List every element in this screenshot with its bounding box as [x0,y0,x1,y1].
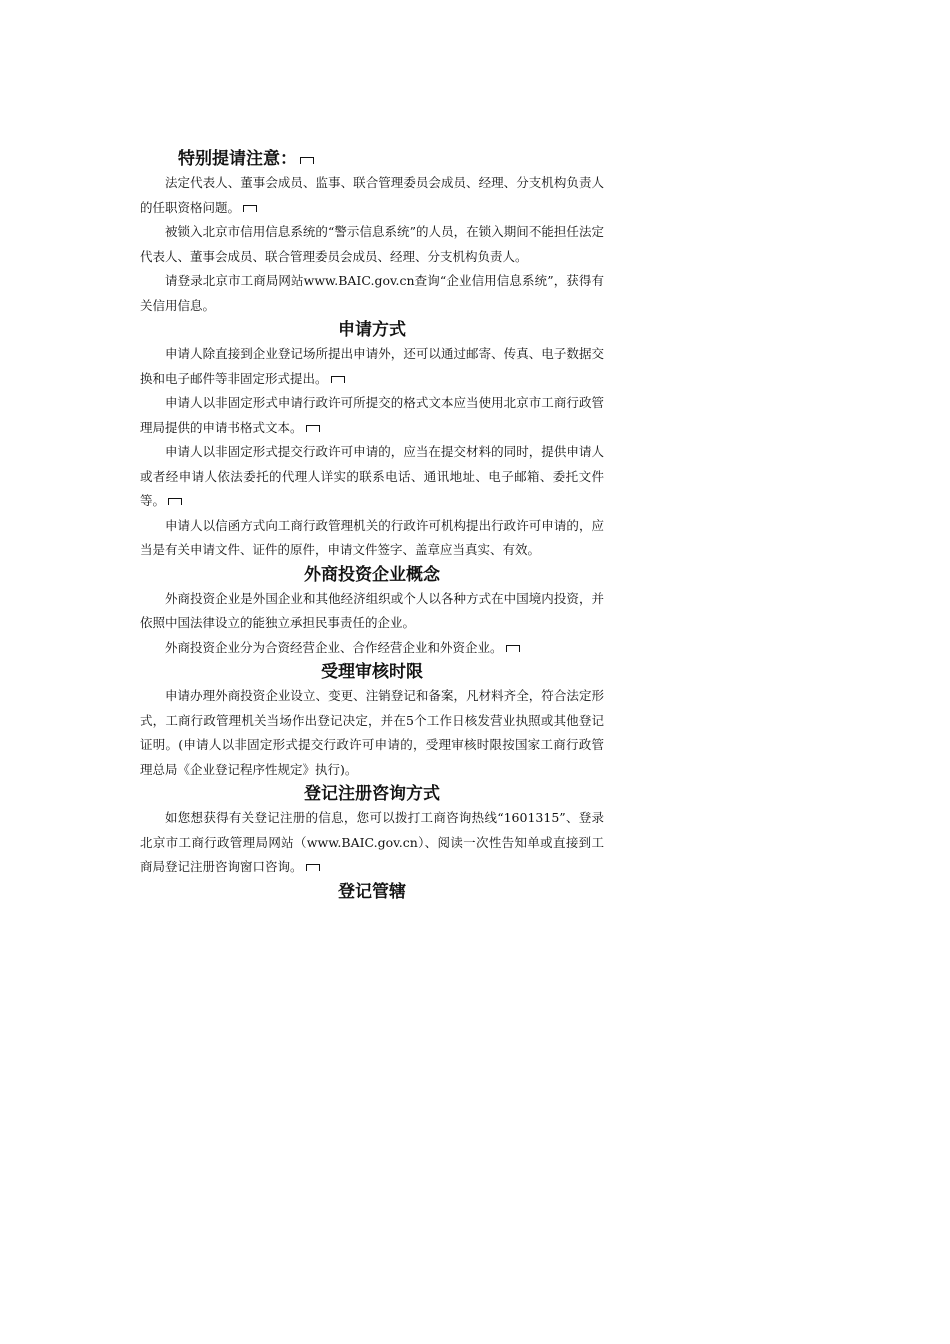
paragraph: 法定代表人、董事会成员、监事、联合管理委员会成员、经理、分支机构负责人的任职资格问题。 [140,175,604,215]
document-body [140,147,604,904]
paragraph-mark-icon [168,498,182,505]
paragraph-mark-icon [300,157,314,164]
paragraph: 被锁入北京市信用信息系统的“警示信息系统”的人员，在锁入期间不能担任法定代表人、董事会成员、联合管理委员会成员、经理、分支机构负责人。 [140,224,604,264]
paragraph-mark-icon [306,864,320,871]
paragraph: 申请人以非固定形式申请行政许可所提交的格式文本应当使用北京市工商行政管理局提供的申请书格式文本。 [140,395,604,435]
paragraph: 申请办理外商投资企业设立、变更、注销登记和备案，凡材料齐全，符合法定形式，工商行政管理机关当场作出登记决定，并在5个工作日核发营业执照或其他登记证明。(申请人以非固定形式提交行政许可申请的，受理审核时限按国家工商行政管理总局《企业登记程序性规定》执行)。 [140,688,604,777]
section-heading-registration-jurisdiction: 登记管辖 [338,881,406,902]
paragraph: 申请人除直接到企业登记场所提出申请外，还可以通过邮寄、传真、电子数据交换和电子邮件等非固定形式提出。 [140,346,604,386]
section-heading-application-method: 申请方式 [338,320,406,340]
paragraph-mark-icon [331,376,345,383]
section-heading-review-time-limit: 受理审核时限 [321,662,423,682]
section-heading-special-notice: 特别提请注意： [140,147,604,171]
paragraph: 如您想获得有关登记注册的信息，您可以拨打工商咨询热线“1601315”、登录北京市工商行政管理局网站（www.BAIC.gov.cn）、阅读一次性告知单或直接到工商局登记注册咨询窗口咨询。 [140,810,604,874]
paragraph: 请登录北京市工商局网站www.BAIC.gov.cn查询“企业信用信息系统”，获得有关信用信息。 [140,273,604,313]
paragraph: 申请人以信函方式向工商行政管理机关的行政许可机构提出行政许可申请的，应当是有关申请文件、证件的原件，申请文件签字、盖章应当真实、有效。 [140,517,604,557]
paragraph-mark-icon [306,425,320,432]
section-heading-foreign-enterprise-concept: 外商投资企业概念 [304,564,440,585]
section-heading-consultation-method: 登记注册咨询方式 [304,784,440,804]
paragraph: 申请人以非固定形式提交行政许可申请的，应当在提交材料的同时，提供申请人或者经申请人依法委托的代理人详实的联系电话、通讯地址、电子邮箱、委托文件等。 [140,444,604,508]
paragraph-mark-icon [506,645,520,652]
paragraph: 外商投资企业分为合资经营企业、合作经营企业和外资企业。 [140,636,604,661]
paragraph-mark-icon [243,205,257,212]
paragraph: 外商投资企业是外国企业和其他经济组织或个人以各种方式在中国境内投资，并依照中国法律设立的能独立承担民事责任的企业。 [140,590,604,630]
